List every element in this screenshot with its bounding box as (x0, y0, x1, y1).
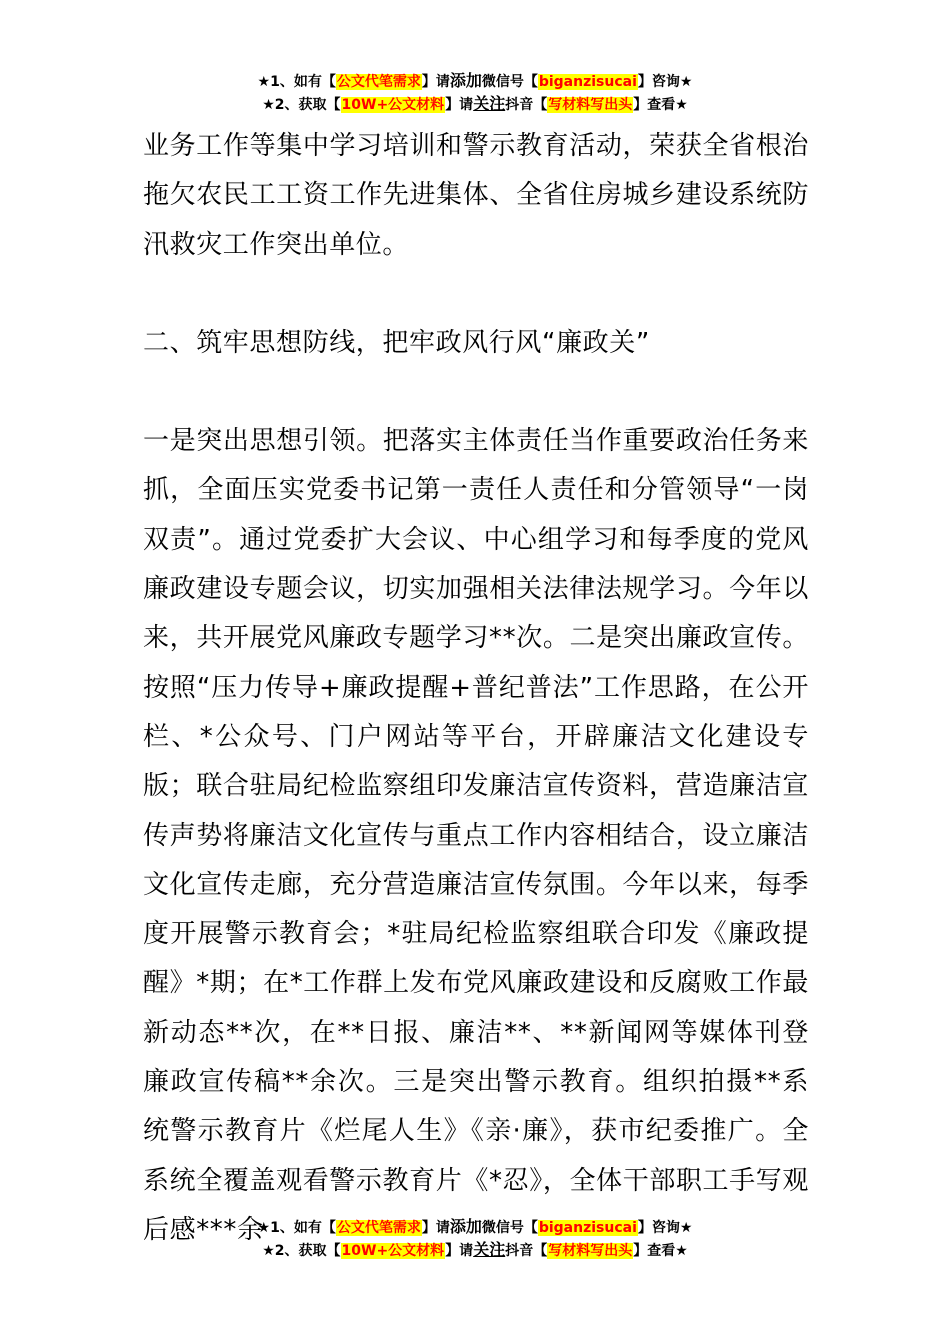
promo-text: 】请 (421, 1220, 450, 1236)
promo-text: 】咨询★ (637, 74, 693, 90)
promo-highlight: 10W+公文材料 (341, 1243, 445, 1259)
promo-text: 抖音【 (505, 97, 548, 113)
promo-text: 】查看★ (633, 97, 688, 113)
promo-text: 抖音【 (505, 1243, 548, 1259)
promo-douyin-id: 写材料写出头 (548, 1243, 633, 1259)
promo-highlight: 10W+公文材料 (341, 97, 445, 113)
promo-line-2 (0, 93, 950, 116)
promo-line-1 (0, 1216, 950, 1239)
promo-text: ★1、如有【 (257, 74, 336, 90)
promo-strong-text: 关注 (473, 94, 506, 113)
promo-strong-text: 关注 (473, 1240, 506, 1259)
promo-line-1 (0, 70, 950, 93)
promo-highlight: 公文代笔需求 (336, 1220, 421, 1236)
paragraph: 业务工作等集中学习培训和警示教育活动，荣获全省根治拖欠农民工工资工作先进集体、全省住房城乡建设系统防汛救灾工作突出单位。 (143, 131, 809, 260)
promo-douyin-id: 写材料写出头 (548, 97, 633, 113)
promo-wechat-id: biganzisucai (538, 1220, 637, 1236)
promo-text: 】请 (445, 97, 474, 113)
promo-wechat-id: biganzisucai (538, 74, 637, 90)
promo-text: 】请 (445, 1243, 474, 1259)
promo-text: 微信号【 (481, 74, 538, 90)
promo-text: 】请 (421, 74, 450, 90)
document-body (143, 122, 809, 1255)
promo-strong-text: 添加 (449, 71, 482, 90)
bottom-promo-banner (0, 1216, 950, 1262)
promo-text: ★1、如有【 (257, 1220, 336, 1236)
promo-text: ★2、获取【 (262, 97, 341, 113)
section-heading: 二、筑牢思想防线，把牢政风行风“廉政关” (143, 327, 650, 358)
paragraph: 一是突出思想引领。把落实主体责任当作重要政治任务来抓，全面压实党委书记第一责任人责任和分管领导“一岗双责”。通过党委扩大会议、中心组学习和每季度的党风廉政建设专题会议，切实加强相关法律法规学习。今年以来，共开展党风廉政专题学习**次。二是突出廉政宣传。按照“压力传导+廉政提醒+普纪普法”工作思路，在公开栏、*公众号、门户网站等平台，开辟廉洁文化建设专版；联合驻局纪检监察组印发廉洁宣传资料，营造廉洁宣传声势将廉洁文化宣传与重点工作内容相结合，设立廉洁文化宣传走廊，充分营造廉洁宣传氛围。今年以来，每季度开展警示教育会；*驻局纪检监察组联合印发《廉政提醒》*期；在*工作群上发布党风廉政建设和反腐败工作最新动态**次，在**日报、廉洁**、**新闻网等媒体刊登廉政宣传稿**余次。三是突出警示教育。组织拍摄**系统警示教育片《烂尾人生》《亲·廉》，获市纪委推广。全系统全覆盖观看警示教育片《*忍》，全体干部职工手写观后感***余 (143, 426, 809, 1245)
top-promo-banner (0, 70, 950, 116)
promo-text: 微信号【 (481, 1220, 538, 1236)
promo-text: 】查看★ (633, 1243, 688, 1259)
promo-text: 】咨询★ (637, 1220, 693, 1236)
promo-line-2 (0, 1239, 950, 1262)
promo-highlight: 公文代笔需求 (336, 74, 421, 90)
promo-strong-text: 添加 (449, 1217, 482, 1236)
promo-text: ★2、获取【 (262, 1243, 341, 1259)
